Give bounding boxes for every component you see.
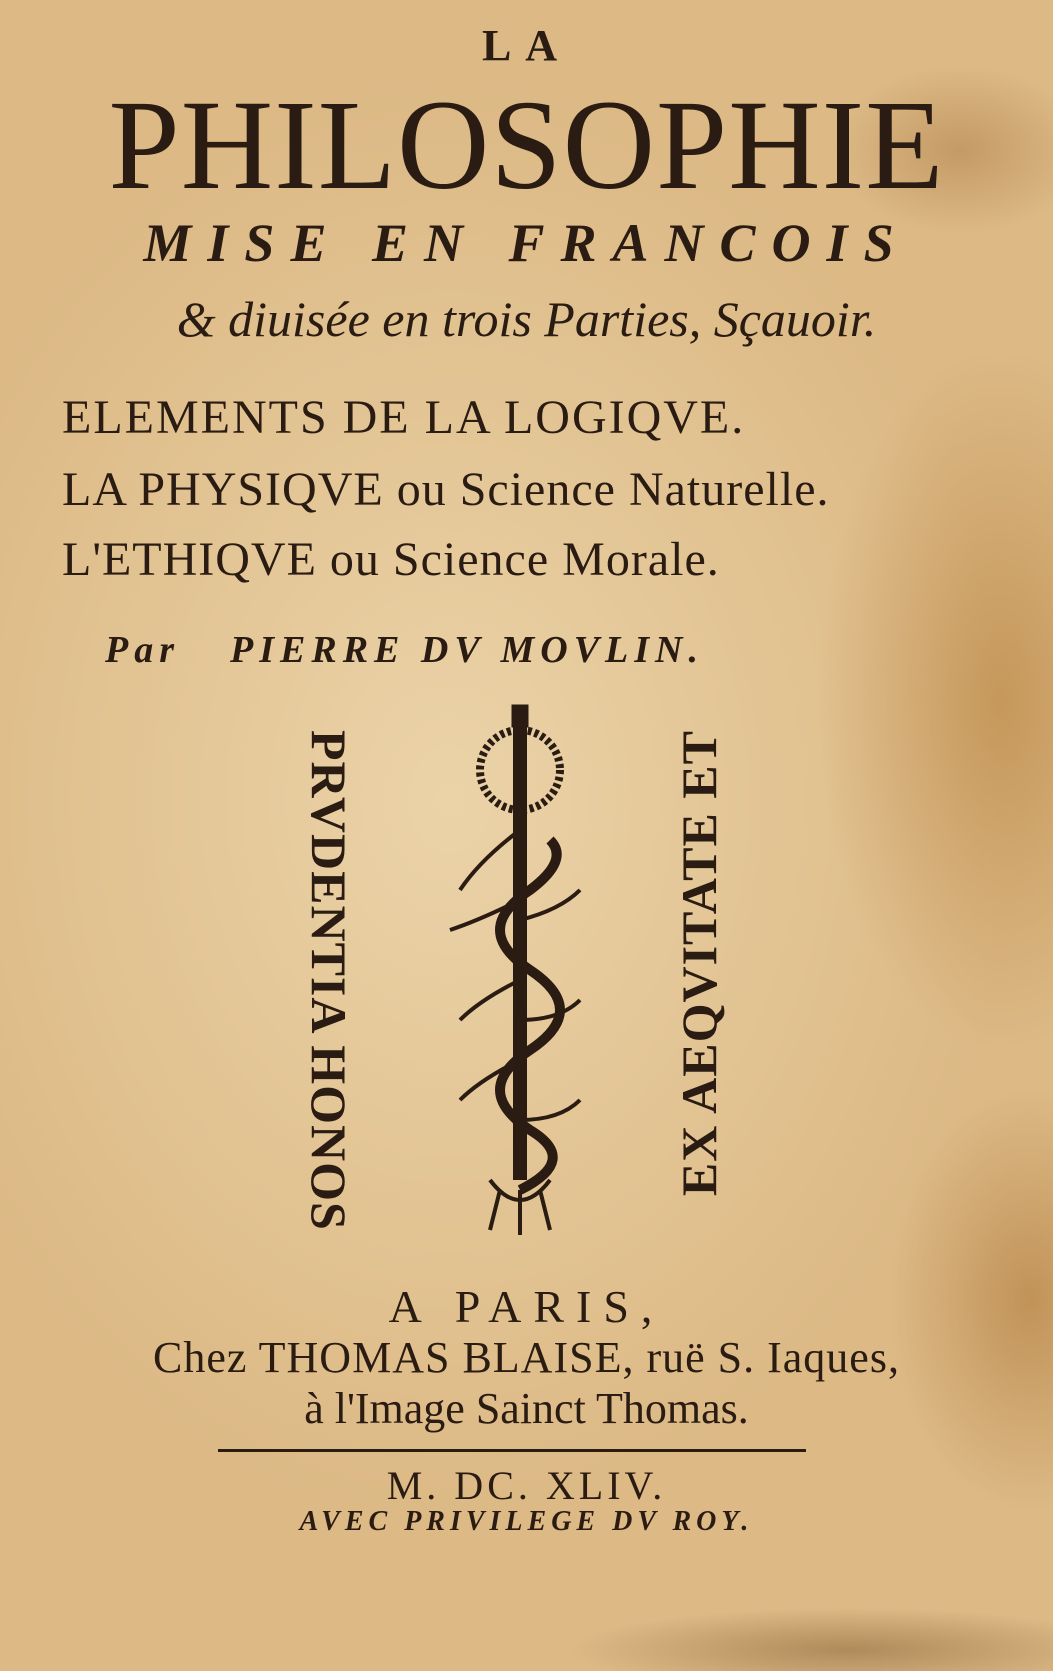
author-line: [105, 628, 1053, 672]
main-title: PHILOSOPHIE: [108, 74, 945, 216]
part-main: ELEMENTS DE LA LOGIQVE.: [62, 391, 746, 444]
part-rest: ou Science Morale.: [316, 533, 720, 586]
year: M. DC. XLIV.: [386, 1463, 667, 1508]
motto-right: EX AEQVITATE ET: [671, 730, 727, 1197]
printer-device-serpent-staff-icon: [430, 700, 610, 1240]
part-logic: [62, 390, 1053, 445]
subtitle: MISE EN FRANCOIS: [143, 213, 910, 273]
division-line: & diuisée en trois Parties, Sçauoir.: [176, 291, 877, 347]
place: A PARIS,: [388, 1281, 665, 1332]
printer-line: Chez THOMAS BLAISE, ruë S. Iaques,: [153, 1333, 900, 1382]
privilege: AVEC PRIVILEGE DV ROY.: [299, 1506, 754, 1537]
author-name: PIERRE DV MOVLIN.: [230, 629, 705, 671]
sign-line: à l'Image Sainct Thomas.: [304, 1384, 749, 1433]
author-prefix: Par: [105, 629, 180, 671]
part-physics: [62, 462, 1053, 517]
part-main: LA PHYSIQVE: [62, 463, 384, 516]
part-rest: ou Science Naturelle.: [383, 463, 830, 516]
motto-left: PRVDENTIA HONOS: [301, 730, 357, 1231]
article: LA: [481, 21, 572, 70]
divider-rule: [218, 1449, 806, 1452]
part-main: L'ETHIQVE: [62, 533, 317, 586]
part-ethics: [62, 532, 1053, 587]
